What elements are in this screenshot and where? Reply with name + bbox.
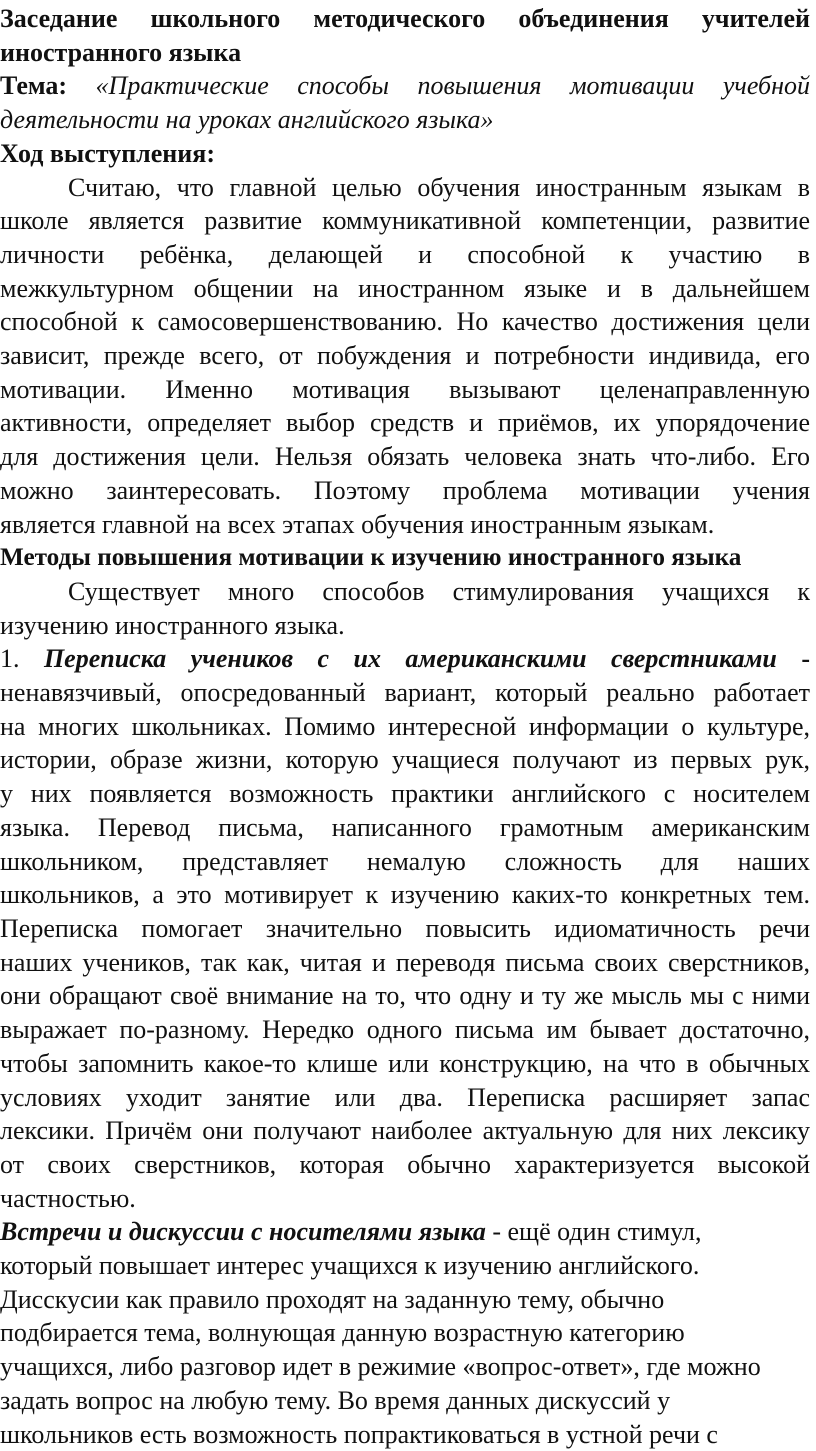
- topic-line-1: [0, 69, 810, 103]
- paragraph-line: выражает по-разному. Нередко одного письма им бывает достаточно,: [0, 1015, 810, 1045]
- paragraph-line: является главной на всех этапах обучения иностранным языкам.: [0, 509, 715, 539]
- list-item-number: 1.: [0, 644, 20, 674]
- paragraph-line: изучению иностранного языка.: [0, 610, 345, 640]
- paragraph-line: можно заинтересовать. Поэтому проблема мотивации учения: [0, 475, 810, 505]
- paragraph-line: школьником, представляет немалую сложность для наших: [0, 846, 810, 876]
- paragraph-line: Дисскусии как правило проходят на заданную тему, обычно: [0, 1284, 665, 1314]
- methods-heading: Методы повышения мотивации к изучению иностранного языка: [0, 544, 742, 572]
- document-title-line-2: иностранного языка: [0, 37, 242, 67]
- paragraph-line: от своих сверстников, которая обычно характеризуется высокой: [0, 1149, 810, 1179]
- list-item-dash: -: [801, 644, 810, 674]
- paragraph-line: условиях уходит занятие или два. Переписка расширяет запас: [0, 1082, 810, 1112]
- paragraph-line: Существует много способов стимулирования учащихся к: [68, 576, 810, 606]
- list-item-first-line: [0, 642, 810, 676]
- list-item-title: Переписка учеников с их американскими сверстниками: [43, 644, 777, 674]
- paragraph-line: чтобы запомнить какое-то клише или конструкцию, на что в обычных: [0, 1048, 810, 1078]
- paragraph-line: у них появляется возможность практики английского с носителем: [0, 779, 810, 809]
- paragraph-line: учащихся, либо разговор идет в режимие «вопрос-ответ», где можно: [0, 1352, 761, 1382]
- paragraph-line: который повышает интерес учащихся к изучению английского.: [0, 1251, 700, 1281]
- list-item-title: Встречи и дискуссии с носителями языка: [0, 1217, 486, 1247]
- speech-heading: Ход выступления:: [0, 138, 215, 168]
- paragraph-line: зависит, прежде всего, от побуждения и потребности индивида, его: [0, 341, 810, 371]
- paragraph-line: для достижения цели. Нельзя обязать человека знать что-либо. Его: [0, 442, 810, 472]
- paragraph-line: на многих школьниках. Помимо интересной информации о культуре,: [0, 711, 810, 741]
- list-item-meetings: [0, 1215, 816, 1451]
- paragraph-line: они обращают своё внимание на то, что одну и ту же мысль мы с ними: [0, 981, 810, 1011]
- paragraph-line: истории, образе жизни, которую учащиеся получают из первых рук,: [0, 745, 810, 775]
- paragraph-line: наших учеников, так как, читая и переводя письма своих сверстников,: [0, 947, 810, 977]
- paragraph-line: ненавязчивый, опосредованный вариант, который реально работает: [0, 678, 810, 708]
- paragraph-line: лексики. Причём они получают наиболее актуальную для них лексику: [0, 1116, 810, 1146]
- paragraph-line: школе является развитие коммуникативной компетенции, развитие: [0, 206, 810, 236]
- paragraph-line: активности, определяет выбор средств и приёмов, их упорядочение: [0, 408, 810, 438]
- document-title-line-1: Заседание школьного методического объединения учителей: [0, 4, 810, 33]
- paragraph-line: частностью.: [0, 1183, 136, 1213]
- paragraph-line: способной к самосовершенствованию. Но качество достижения цели: [0, 307, 810, 337]
- list-item-correspondence: [0, 642, 816, 1215]
- paragraph-line: межкультурном общении на иностранном языке и в дальнейшем: [0, 273, 810, 303]
- list-item-lead-text: - ещё один стимул,: [485, 1217, 702, 1247]
- list-item-first-line: [0, 1215, 810, 1249]
- paragraph-line: Переписка помогает значительно повысить идиоматичность речи: [0, 913, 810, 943]
- paragraph-line: школьников, а это мотивирует к изучению каких-то конкретных тем.: [0, 880, 810, 910]
- topic-line-2: деятельности на уроках английского языка»: [0, 105, 494, 135]
- paragraph-line: подбирается тема, волнующая данную возрастную категорию: [0, 1318, 685, 1348]
- paragraph-line: школьников есть возможность попрактиковаться в устной речи с: [0, 1419, 718, 1449]
- topic-label: Тема:: [0, 71, 68, 101]
- paragraph-line: мотивации. Именно мотивация вызывают целенаправленную: [0, 374, 810, 404]
- paragraph-line: Считаю, что главной целью обучения иностранным языкам в: [68, 172, 810, 202]
- intro-paragraph: [0, 171, 816, 542]
- paragraph-line: задать вопрос на любую тему. Во время данных дискуссий у: [0, 1385, 671, 1415]
- topic-text: «Практические способы повышения мотивации учебной: [95, 71, 810, 101]
- methods-intro-paragraph: [0, 575, 816, 642]
- paragraph-line: личности ребёнка, делающей и способной к участию в: [0, 239, 810, 269]
- paragraph-line: языка. Перевод письма, написанного грамотным американским: [0, 812, 810, 842]
